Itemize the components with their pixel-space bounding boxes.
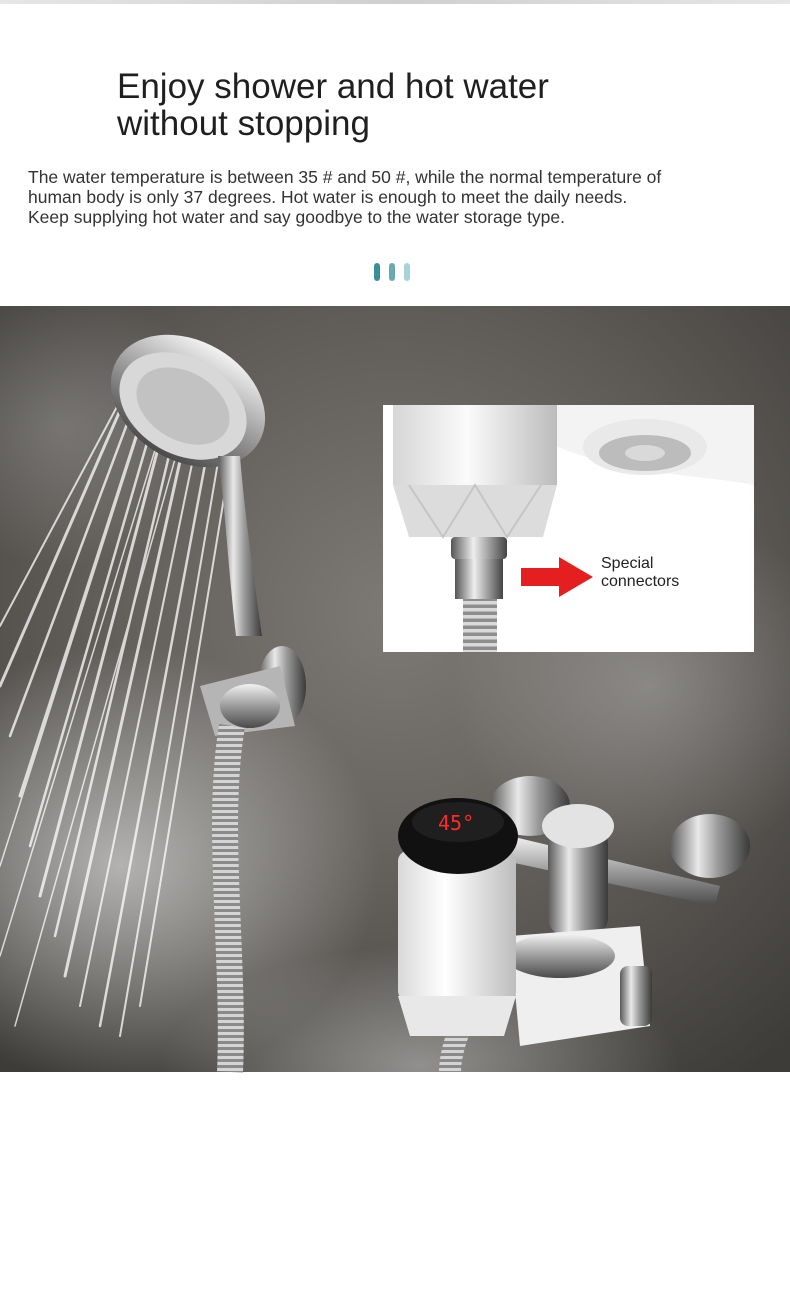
title-line-1: Enjoy shower and hot water [117,67,549,106]
water-heater [398,798,518,1036]
description-line-1: The water temperature is between 35 # and 50 #, while the normal temperature of [28,167,662,187]
connector-callout [601,555,679,591]
dot-2 [389,263,395,281]
dot-1 [374,263,380,281]
decorative-dots [374,263,410,281]
callout-line-2: connectors [601,573,680,590]
description [28,167,768,227]
description-line-2: human body is only 37 degrees. Hot water is enough to meet the daily needs. [28,187,628,207]
dot-3 [404,263,410,281]
description-line-3: Keep supplying hot water and say goodbye to the water storage type. [28,207,566,227]
watermark: WAN... WAN [40,1238,136,1290]
title-line-2: without stopping [117,104,370,143]
callout-line-1: Special [601,555,654,572]
temperature-display: 45° [438,811,475,835]
connector-closeup [383,405,754,652]
intro-section [0,4,790,306]
page-title [117,68,677,142]
callout-arrow-shaft [521,568,559,586]
connector-detail-inset [383,405,754,652]
